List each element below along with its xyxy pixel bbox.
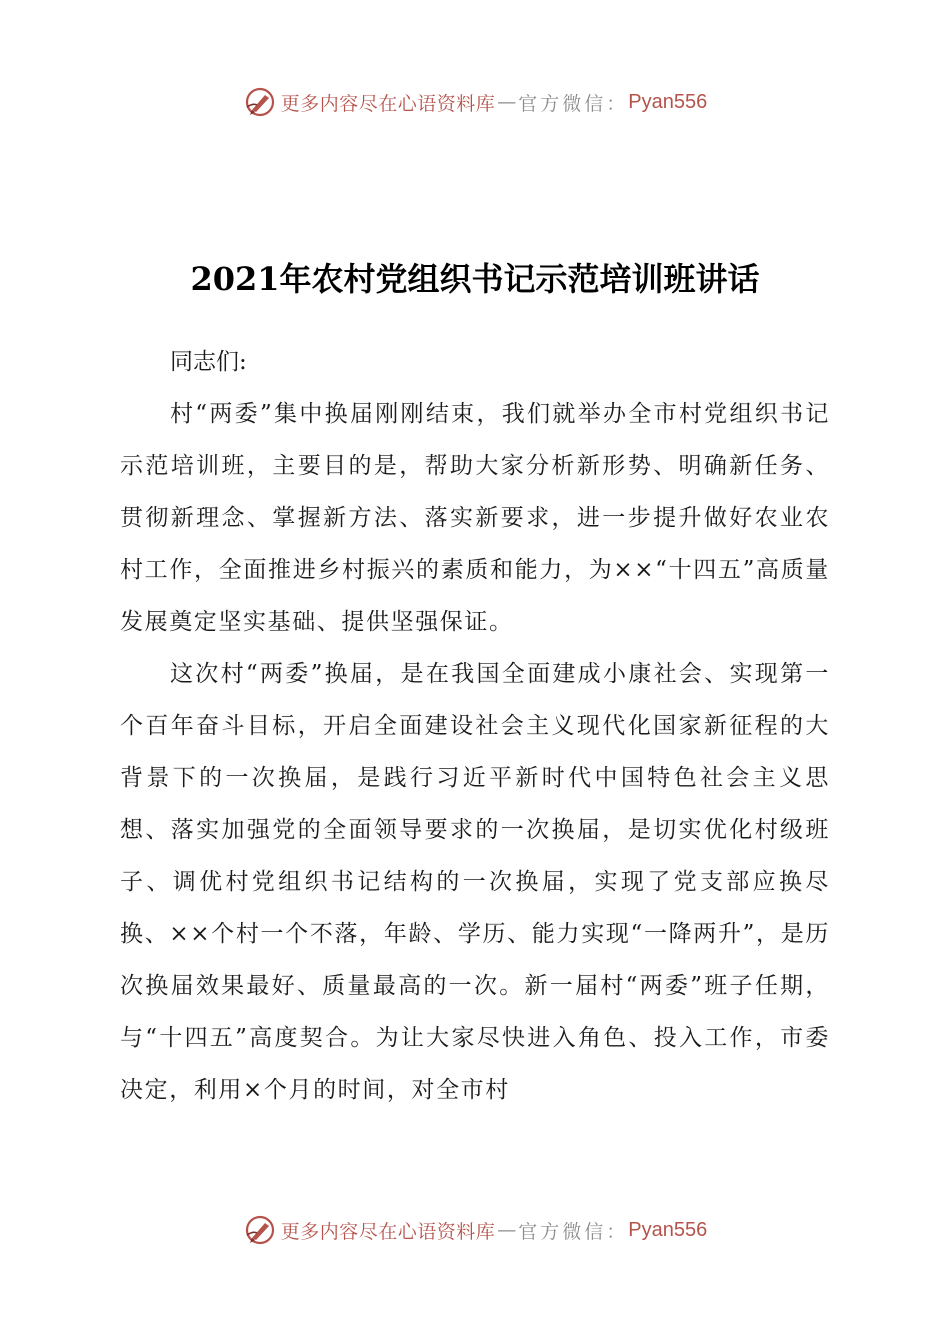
document-body	[120, 336, 830, 1116]
banner-separator: —	[497, 91, 517, 113]
banner-contact-label: 官方微信：	[518, 1220, 629, 1243]
paragraph: 村“两委”集中换届刚刚结束，我们就举办全市村党组织书记示范培训班，主要目的是，帮助大家分析新形势、明确新任务、贯彻新理念、掌握新方法、落实新要求，进一步提升做好农业农村工作，全面推进乡村振兴的素质和能力，为××“十四五”高质量发展奠定坚实基础、提供坚强保证。	[120, 401, 830, 635]
banner-contact-id: Pyan556	[628, 1218, 708, 1241]
salutation: 同志们:	[170, 349, 247, 375]
document-title: 2021年农村党组织书记示范培训班讲话	[190, 260, 760, 298]
pen-circle-logo-icon	[243, 85, 277, 119]
banner-site-text: 更多内容尽在心语资料库	[280, 92, 496, 115]
pen-circle-logo-icon	[243, 1213, 277, 1247]
footer-banner	[0, 1210, 950, 1250]
banner-contact-id: Pyan556	[628, 90, 708, 113]
banner-contact-label: 官方微信：	[518, 92, 629, 115]
banner-separator: —	[497, 1219, 517, 1241]
banner-site-text: 更多内容尽在心语资料库	[280, 1220, 496, 1243]
header-banner	[0, 82, 950, 122]
paragraph: 这次村“两委”换届，是在我国全面建成小康社会、实现第一个百年奋斗目标，开启全面建设社会主义现代化国家新征程的大背景下的一次换届，是践行习近平新时代中国特色社会主义思想、落实加强党的全面领导要求的一次换届，是切实优化村级班子、调优村党组织书记结构的一次换届，实现了党支部应换尽换、××个村一个不落，年龄、学历、能力实现“一降两升”，是历次换届效果最好、质量最高的一次。新一届村“两委”班子任期，与“十四五”高度契合。为让大家尽快进入角色、投入工作，市委决定，利用×个月的时间，对全市村	[120, 661, 830, 1103]
